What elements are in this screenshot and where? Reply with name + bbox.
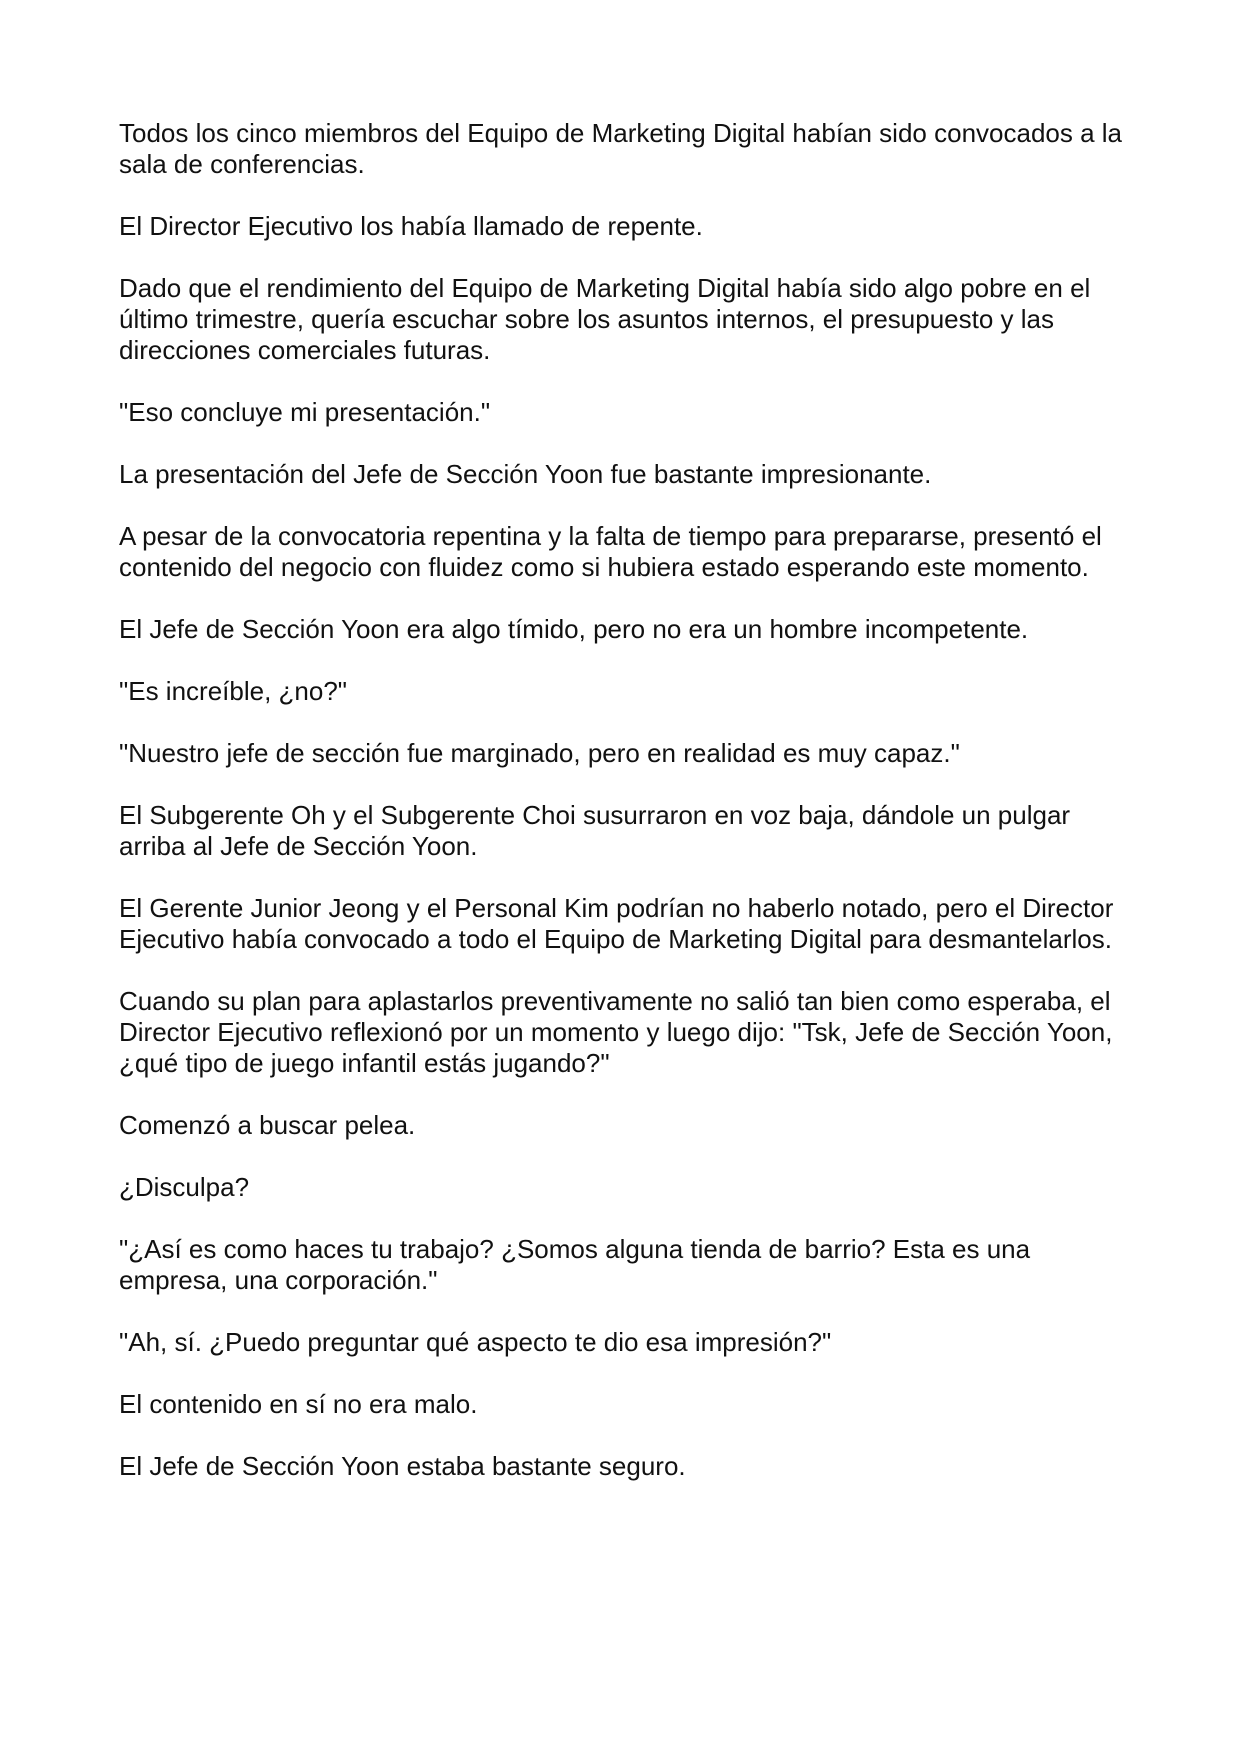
paragraph: El Director Ejecutivo los había llamado de repente. bbox=[119, 211, 703, 241]
paragraph: La presentación del Jefe de Sección Yoon fue bastante impresionante. bbox=[119, 459, 932, 489]
paragraph: Dado que el rendimiento del Equipo de Marketing Digital había sido algo pobre en el último trimestre, quería escuchar sobre los asuntos internos, el presupuesto y las direcciones comerciales futuras. bbox=[119, 273, 1091, 365]
paragraph: El Jefe de Sección Yoon era algo tímido, pero no era un hombre incompetente. bbox=[119, 614, 1029, 644]
paragraph: A pesar de la convocatoria repentina y la falta de tiempo para prepararse, presentó el contenido del negocio con fluidez como si hubiera estado esperando este momento. bbox=[119, 521, 1102, 582]
paragraph: "Nuestro jefe de sección fue marginado, pero en realidad es muy capaz." bbox=[119, 738, 960, 768]
paragraph: Todos los cinco miembros del Equipo de Marketing Digital habían sido convocados a la sala de conferencias. bbox=[119, 118, 1123, 179]
paragraph: "Es increíble, ¿no?" bbox=[119, 676, 348, 706]
document-body bbox=[119, 118, 1139, 1513]
paragraph: ¿Disculpa? bbox=[119, 1172, 250, 1202]
paragraph: Cuando su plan para aplastarlos preventivamente no salió tan bien como esperaba, el Director Ejecutivo reflexionó por un momento y luego dijo: "Tsk, Jefe de Sección Yoon, ¿qué tipo de juego infantil estás jugando?" bbox=[119, 986, 1113, 1078]
paragraph: "¿Así es como haces tu trabajo? ¿Somos alguna tienda de barrio? Esta es una empresa, una corporación." bbox=[119, 1234, 1031, 1295]
paragraph: Comenzó a buscar pelea. bbox=[119, 1110, 416, 1140]
paragraph: "Ah, sí. ¿Puedo preguntar qué aspecto te dio esa impresión?" bbox=[119, 1327, 832, 1357]
paragraph: El Gerente Junior Jeong y el Personal Kim podrían no haberlo notado, pero el Director Ejecutivo había convocado a todo el Equipo de Marketing Digital para desmantelarlos. bbox=[119, 893, 1114, 954]
paragraph: El Subgerente Oh y el Subgerente Choi susurraron en voz baja, dándole un pulgar arriba al Jefe de Sección Yoon. bbox=[119, 800, 1071, 861]
paragraph: El Jefe de Sección Yoon estaba bastante seguro. bbox=[119, 1451, 686, 1481]
paragraph: El contenido en sí no era malo. bbox=[119, 1389, 478, 1419]
paragraph: "Eso concluye mi presentación." bbox=[119, 397, 491, 427]
